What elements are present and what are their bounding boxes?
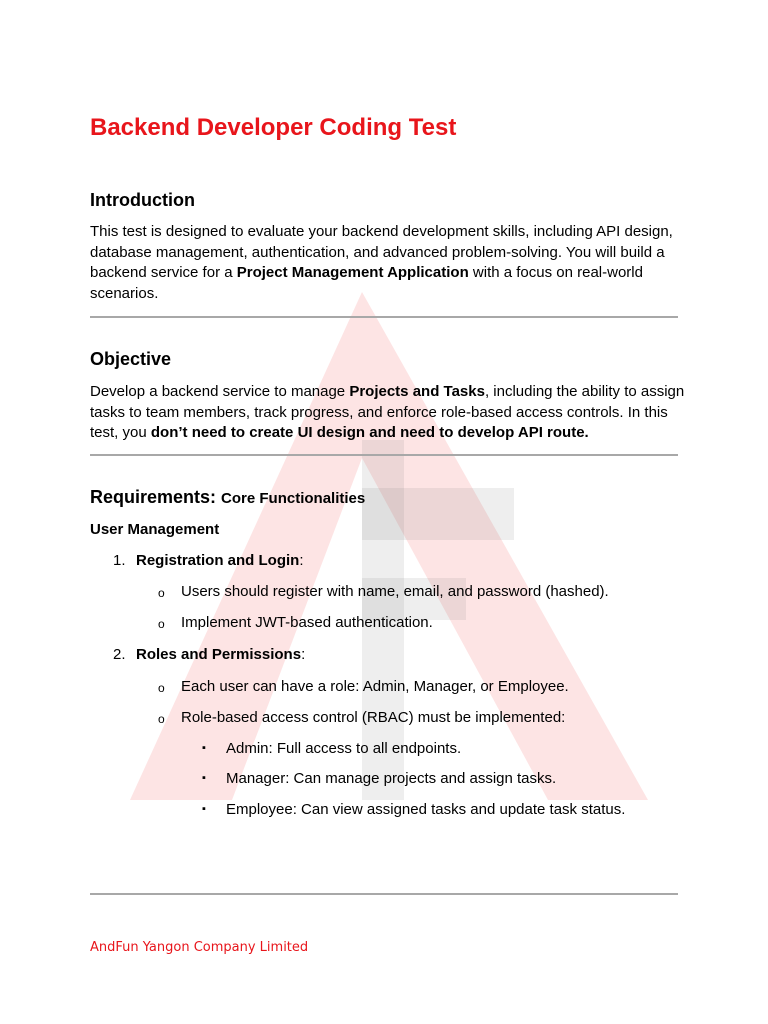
sub-sub-list-item: Employee: Can view assigned tasks and update task status.	[226, 801, 626, 818]
sub-list-item: Users should register with name, email, and password (hashed).	[181, 583, 609, 600]
sub-list-item: Role-based access control (RBAC) must be implemented:	[181, 709, 566, 726]
intro-text-1: This test is designed to evaluate your backend development skills, including API design, database management, authentication, and advanced problem-solving. You will build a backend service for a	[90, 223, 673, 282]
obj-bold-1: Projects and Tasks	[349, 383, 485, 400]
requirements-label: Requirements:	[90, 487, 217, 507]
section-divider	[90, 316, 678, 318]
bullet-circle-icon: o	[158, 681, 165, 695]
footer-company-name: AndFun Yangon Company Limited	[90, 940, 309, 955]
introduction-paragraph	[90, 222, 690, 305]
list-item-suffix: :	[299, 552, 304, 569]
bullet-circle-icon: o	[158, 586, 165, 600]
intro-bold: Project Management Application	[236, 264, 469, 282]
sub-list-item: Implement JWT-based authentication.	[181, 614, 433, 631]
requirements-heading	[90, 487, 365, 508]
bullet-circle-icon: o	[158, 712, 165, 726]
objective-heading: Objective	[90, 349, 172, 369]
bullet-square-icon: ▪	[202, 742, 206, 754]
bullet-circle-icon: o	[158, 617, 165, 631]
objective-paragraph	[90, 382, 690, 444]
obj-bold-2: don’t need to create UI design and need to develop API route.	[150, 424, 589, 442]
document-title: Backend Developer Coding Test	[90, 114, 457, 141]
list-item-label: Roles and Permissions	[136, 646, 302, 663]
obj-text-1: Develop a backend service to manage	[90, 383, 350, 400]
obj-text-2: , including the ability to assign tasks to team members, track progress, and enforce role-based access controls. In this test, you	[90, 383, 685, 442]
section-divider	[90, 454, 678, 456]
bullet-square-icon: ▪	[202, 772, 206, 784]
user-management-heading: User Management	[90, 521, 220, 538]
introduction-heading: Introduction	[90, 190, 195, 210]
list-item-suffix: :	[301, 646, 306, 663]
intro-text-2: with a focus on real-world scenarios.	[90, 264, 643, 303]
footer-divider	[90, 893, 678, 895]
list-item	[136, 646, 305, 663]
sub-sub-list-item: Admin: Full access to all endpoints.	[226, 740, 462, 757]
requirements-subheading: Core Functionalities	[221, 490, 366, 507]
bullet-square-icon: ▪	[202, 803, 206, 815]
list-number: 1.	[113, 552, 126, 569]
list-number: 2.	[113, 646, 126, 663]
sub-sub-list-item: Manager: Can manage projects and assign tasks.	[226, 770, 557, 787]
list-item	[136, 552, 304, 569]
sub-list-item: Each user can have a role: Admin, Manager, or Employee.	[181, 678, 569, 695]
list-item-label: Registration and Login	[136, 552, 300, 569]
